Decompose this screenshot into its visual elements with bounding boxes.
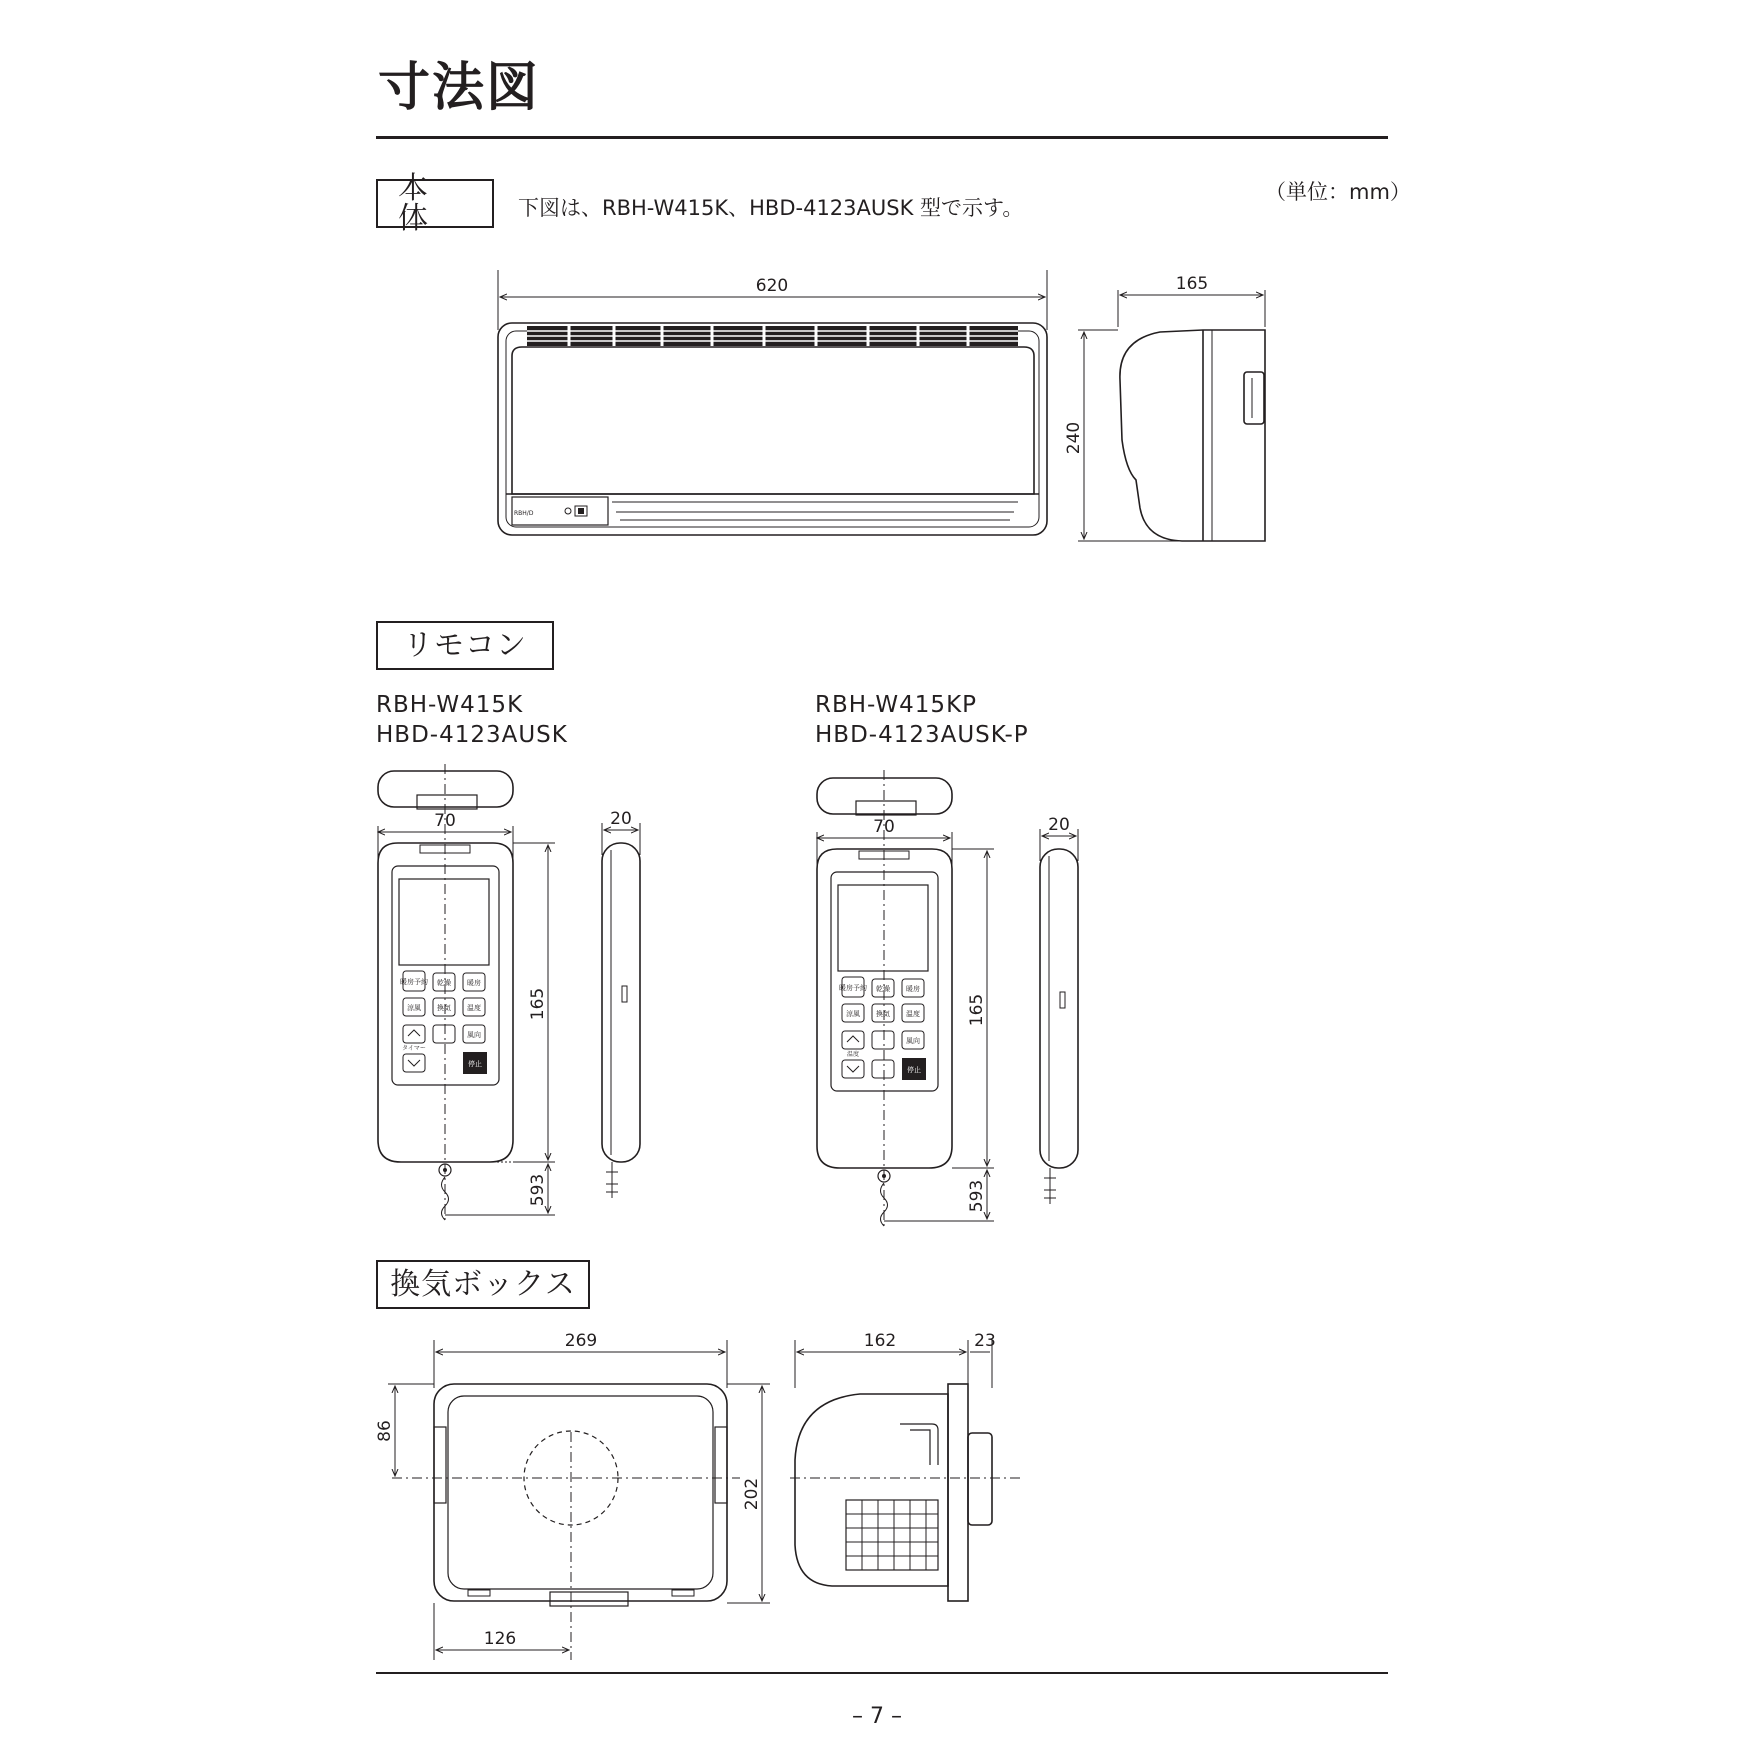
btn-label: 風向 <box>467 1031 481 1039</box>
dim-20-right: 20 <box>1048 815 1070 835</box>
section-label-remote: リモコン <box>376 621 554 670</box>
remote-button-labels <box>400 510 921 1074</box>
remote-left-drawing <box>378 764 640 1220</box>
dim-20-left: 20 <box>610 809 632 829</box>
btn-label: 暖房 <box>467 979 481 987</box>
model-name: HBD-4123AUSK <box>376 722 568 748</box>
vent-box-front-view <box>388 1340 770 1660</box>
footer-rule <box>376 1672 1388 1674</box>
small-label: 温度 <box>846 1051 860 1058</box>
model-name: HBD-4123AUSK-P <box>815 722 1029 748</box>
unit-note: （単位：mm） <box>1265 180 1411 204</box>
btn-label: 温度 <box>906 1010 920 1018</box>
btn-label: 乾燥 <box>437 979 451 987</box>
page-title: 寸法図 <box>378 58 541 118</box>
main-unit-front-view <box>498 270 1047 535</box>
btn-label: 換気 <box>437 1004 451 1012</box>
dim-620: 620 <box>755 276 789 296</box>
btn-label: 温度 <box>467 1004 481 1012</box>
dim-593-right: 593 <box>967 1179 987 1213</box>
dim-70-left: 70 <box>434 811 456 831</box>
remote-right-models <box>815 690 1029 750</box>
main-unit-side-view <box>1078 290 1265 541</box>
dim-165-body: 165 <box>1175 274 1209 294</box>
timer-label: タイマー <box>402 1045 426 1052</box>
vent-box-side-view <box>790 1340 1020 1601</box>
remote-right-drawing <box>817 770 1078 1228</box>
remote-left-models <box>376 690 568 750</box>
page-number: – 7 – <box>852 1704 902 1729</box>
dim-165-left: 165 <box>528 987 548 1021</box>
dim-162: 162 <box>863 1331 897 1351</box>
dim-593-left: 593 <box>528 1173 548 1207</box>
btn-label-stop: 停止 <box>468 1060 482 1068</box>
dim-165-right: 165 <box>967 993 987 1027</box>
btn-label: 暖房予約 <box>400 978 428 986</box>
btn-label: 暖房予約 <box>839 984 867 992</box>
btn-label-stop: 停止 <box>907 1066 921 1074</box>
dim-269: 269 <box>564 1331 598 1351</box>
dim-126: 126 <box>483 1629 517 1649</box>
btn-label: 乾燥 <box>876 985 890 993</box>
body-caption: 下図は、RBH-W415K、HBD-4123AUSK 型で示す。 <box>518 196 1024 220</box>
dim-70-right: 70 <box>873 817 895 837</box>
section-label-vent-box: 換気ボックス <box>376 1260 590 1309</box>
model-name: RBH-W415K <box>376 692 524 718</box>
dim-86: 86 <box>375 1420 395 1442</box>
section-label-body: 本 体 <box>376 179 494 228</box>
btn-label: 涼風 <box>407 1004 421 1012</box>
panel-logo: RBH/D <box>514 510 534 517</box>
btn-label: 換気 <box>876 1010 890 1018</box>
btn-label: 涼風 <box>846 1010 860 1018</box>
btn-label: 暖房 <box>906 985 920 993</box>
dimension-labels <box>375 274 1208 1649</box>
dim-23: 23 <box>974 1331 996 1351</box>
dim-240: 240 <box>1064 421 1084 455</box>
dim-202: 202 <box>742 1477 762 1511</box>
btn-label: 風向 <box>906 1037 920 1045</box>
model-name: RBH-W415KP <box>815 692 978 718</box>
